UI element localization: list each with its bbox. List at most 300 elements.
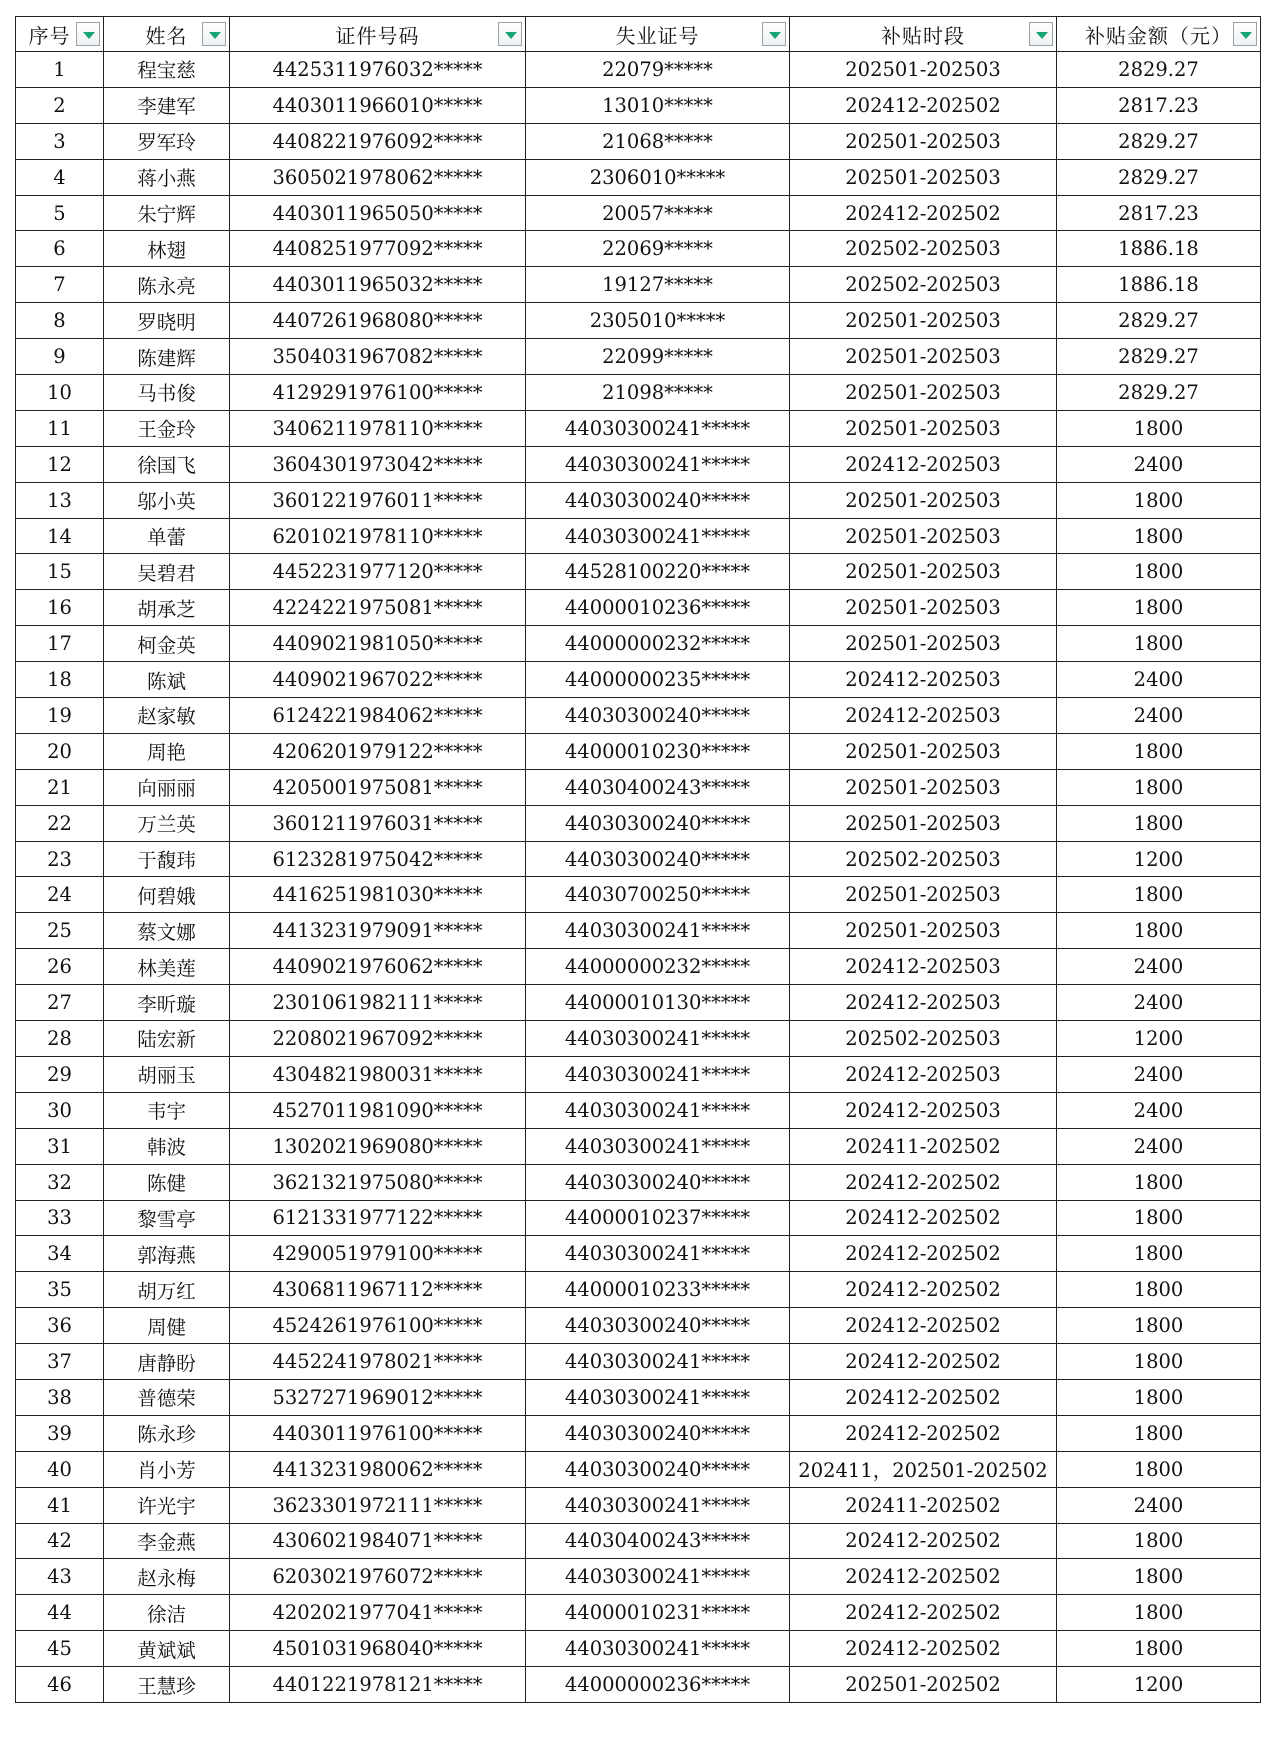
cell-name[interactable]: 李建军 (104, 87, 230, 123)
filter-dropdown-icon[interactable] (762, 22, 786, 46)
cell-period[interactable]: 202501-202503 (790, 913, 1057, 949)
cell-period[interactable]: 202502-202503 (790, 841, 1057, 877)
cell-name[interactable]: 柯金英 (104, 626, 230, 662)
cell-period[interactable]: 202412-202503 (790, 662, 1057, 698)
cell-id-number[interactable]: 3601211976031***** (230, 805, 526, 841)
cell-name[interactable]: 陈斌 (104, 662, 230, 698)
cell-period[interactable]: 202412-202502 (790, 195, 1057, 231)
cell-index[interactable]: 44 (16, 1595, 104, 1631)
cell-name[interactable]: 陆宏新 (104, 1021, 230, 1057)
cell-id-number[interactable]: 4304821980031***** (230, 1056, 526, 1092)
cell-unemployment-no[interactable]: 22079***** (526, 52, 790, 88)
cell-id-number[interactable]: 6123281975042***** (230, 841, 526, 877)
cell-unemployment-no[interactable]: 2305010***** (526, 303, 790, 339)
cell-index[interactable]: 26 (16, 949, 104, 985)
cell-index[interactable]: 25 (16, 913, 104, 949)
cell-name[interactable]: 朱宁辉 (104, 195, 230, 231)
filter-dropdown-icon[interactable] (202, 22, 226, 46)
cell-id-number[interactable]: 4401221978121***** (230, 1667, 526, 1703)
cell-index[interactable]: 3 (16, 123, 104, 159)
cell-unemployment-no[interactable]: 21068***** (526, 123, 790, 159)
cell-amount[interactable]: 1800 (1057, 554, 1261, 590)
cell-unemployment-no[interactable]: 20057***** (526, 195, 790, 231)
filter-dropdown-icon[interactable] (1029, 22, 1053, 46)
cell-amount[interactable]: 1800 (1057, 1415, 1261, 1451)
cell-period[interactable]: 202412-202502 (790, 1236, 1057, 1272)
cell-name[interactable]: 陈永亮 (104, 267, 230, 303)
cell-index[interactable]: 15 (16, 554, 104, 590)
cell-period[interactable]: 202412-202502 (790, 87, 1057, 123)
cell-name[interactable]: 邬小英 (104, 482, 230, 518)
cell-unemployment-no[interactable]: 2306010***** (526, 159, 790, 195)
cell-index[interactable]: 46 (16, 1667, 104, 1703)
cell-period[interactable]: 202501-202503 (790, 52, 1057, 88)
table-row (16, 231, 1261, 267)
table-row (16, 733, 1261, 769)
column-header-index (16, 17, 104, 52)
cell-name[interactable]: 韦宇 (104, 1092, 230, 1128)
cell-id-number[interactable]: 6121331977122***** (230, 1200, 526, 1236)
cell-name[interactable]: 王慧珍 (104, 1667, 230, 1703)
cell-unemployment-no[interactable]: 44000000232***** (526, 626, 790, 662)
cell-name[interactable]: 罗晓明 (104, 303, 230, 339)
cell-amount[interactable]: 2400 (1057, 949, 1261, 985)
cell-name[interactable]: 郭海燕 (104, 1236, 230, 1272)
cell-name[interactable]: 林翅 (104, 231, 230, 267)
cell-period[interactable]: 202412-202502 (790, 1559, 1057, 1595)
cell-unemployment-no[interactable]: 44030300240***** (526, 698, 790, 734)
cell-name[interactable]: 向丽丽 (104, 769, 230, 805)
cell-name[interactable]: 徐洁 (104, 1595, 230, 1631)
cell-period[interactable]: 202411-202502 (790, 1487, 1057, 1523)
cell-id-number[interactable]: 4202021977041***** (230, 1595, 526, 1631)
cell-period[interactable]: 202412-202503 (790, 985, 1057, 1021)
cell-id-number[interactable]: 4452231977120***** (230, 554, 526, 590)
cell-name[interactable]: 胡丽玉 (104, 1056, 230, 1092)
cell-unemployment-no[interactable]: 44030400243***** (526, 769, 790, 805)
cell-id-number[interactable]: 4413231980062***** (230, 1451, 526, 1487)
cell-amount[interactable]: 1886.18 (1057, 231, 1261, 267)
cell-period[interactable]: 202412-202503 (790, 1056, 1057, 1092)
cell-id-number[interactable]: 4501031968040***** (230, 1631, 526, 1667)
table-row (16, 554, 1261, 590)
table-row (16, 805, 1261, 841)
cell-period[interactable]: 202502-202503 (790, 267, 1057, 303)
column-header-period (790, 17, 1057, 52)
cell-amount[interactable]: 2817.23 (1057, 195, 1261, 231)
cell-name[interactable]: 黄斌斌 (104, 1631, 230, 1667)
cell-amount[interactable]: 1800 (1057, 1236, 1261, 1272)
cell-name[interactable]: 蔡文娜 (104, 913, 230, 949)
cell-amount[interactable]: 2400 (1057, 1128, 1261, 1164)
cell-id-number[interactable]: 4527011981090***** (230, 1092, 526, 1128)
cell-unemployment-no[interactable]: 44030300241***** (526, 1487, 790, 1523)
cell-index[interactable]: 16 (16, 590, 104, 626)
cell-period[interactable]: 202501-202503 (790, 554, 1057, 590)
cell-period[interactable]: 202502-202503 (790, 1021, 1057, 1057)
cell-unemployment-no[interactable]: 13010***** (526, 87, 790, 123)
cell-period[interactable]: 202412-202503 (790, 446, 1057, 482)
cell-index[interactable]: 10 (16, 375, 104, 411)
cell-amount[interactable]: 1800 (1057, 1344, 1261, 1380)
cell-index[interactable]: 32 (16, 1164, 104, 1200)
cell-unemployment-no[interactable]: 44030300240***** (526, 841, 790, 877)
cell-amount[interactable]: 2817.23 (1057, 87, 1261, 123)
cell-index[interactable]: 6 (16, 231, 104, 267)
cell-id-number[interactable]: 4425311976032***** (230, 52, 526, 88)
cell-index[interactable]: 18 (16, 662, 104, 698)
cell-amount[interactable]: 1800 (1057, 518, 1261, 554)
cell-index[interactable]: 27 (16, 985, 104, 1021)
cell-name[interactable]: 李金燕 (104, 1523, 230, 1559)
cell-index[interactable]: 24 (16, 877, 104, 913)
cell-name[interactable]: 蒋小燕 (104, 159, 230, 195)
cell-amount[interactable]: 1800 (1057, 1523, 1261, 1559)
cell-unemployment-no[interactable]: 21098***** (526, 375, 790, 411)
cell-id-number[interactable]: 3406211978110***** (230, 410, 526, 446)
cell-amount[interactable]: 1800 (1057, 877, 1261, 913)
cell-period[interactable]: 202501-202503 (790, 805, 1057, 841)
cell-amount[interactable]: 1800 (1057, 913, 1261, 949)
cell-amount[interactable]: 2829.27 (1057, 375, 1261, 411)
cell-period[interactable]: 202501-202503 (790, 733, 1057, 769)
cell-period[interactable]: 202501-202503 (790, 303, 1057, 339)
cell-index[interactable]: 36 (16, 1308, 104, 1344)
cell-amount[interactable]: 1200 (1057, 1021, 1261, 1057)
cell-index[interactable]: 37 (16, 1344, 104, 1380)
cell-period[interactable]: 202412-202503 (790, 949, 1057, 985)
cell-unemployment-no[interactable]: 44030300241***** (526, 1559, 790, 1595)
cell-index[interactable]: 13 (16, 482, 104, 518)
cell-index[interactable]: 40 (16, 1451, 104, 1487)
cell-name[interactable]: 马书俊 (104, 375, 230, 411)
cell-amount[interactable]: 1800 (1057, 1272, 1261, 1308)
cell-amount[interactable]: 2400 (1057, 1056, 1261, 1092)
cell-period[interactable]: 202501-202503 (790, 339, 1057, 375)
cell-index[interactable]: 39 (16, 1415, 104, 1451)
cell-amount[interactable]: 1800 (1057, 805, 1261, 841)
cell-period[interactable]: 202412-202502 (790, 1200, 1057, 1236)
cell-unemployment-no[interactable]: 44030300241***** (526, 1379, 790, 1415)
cell-unemployment-no[interactable]: 22069***** (526, 231, 790, 267)
cell-index[interactable]: 22 (16, 805, 104, 841)
cell-unemployment-no[interactable]: 44030300241***** (526, 410, 790, 446)
cell-index[interactable]: 29 (16, 1056, 104, 1092)
cell-unemployment-no[interactable]: 44030300241***** (526, 1344, 790, 1380)
cell-unemployment-no[interactable]: 22099***** (526, 339, 790, 375)
cell-id-number[interactable]: 4407261968080***** (230, 303, 526, 339)
cell-index[interactable]: 23 (16, 841, 104, 877)
cell-period[interactable]: 202501-202503 (790, 518, 1057, 554)
cell-amount[interactable]: 1800 (1057, 1200, 1261, 1236)
cell-id-number[interactable]: 4413231979091***** (230, 913, 526, 949)
filter-dropdown-icon[interactable] (498, 22, 522, 46)
cell-name[interactable]: 单蕾 (104, 518, 230, 554)
cell-unemployment-no[interactable]: 44030300241***** (526, 1128, 790, 1164)
cell-period[interactable]: 202412-202502 (790, 1631, 1057, 1667)
cell-index[interactable]: 11 (16, 410, 104, 446)
table-row (16, 1236, 1261, 1272)
cell-index[interactable]: 28 (16, 1021, 104, 1057)
cell-name[interactable]: 胡承芝 (104, 590, 230, 626)
column-header-label: 序号 (28, 23, 71, 48)
cell-unemployment-no[interactable]: 44000010233***** (526, 1272, 790, 1308)
cell-id-number[interactable]: 3604301973042***** (230, 446, 526, 482)
cell-amount[interactable]: 2400 (1057, 446, 1261, 482)
table-row (16, 1308, 1261, 1344)
cell-amount[interactable]: 1800 (1057, 769, 1261, 805)
cell-period[interactable]: 202501-202503 (790, 626, 1057, 662)
cell-id-number[interactable]: 4416251981030***** (230, 877, 526, 913)
cell-name[interactable]: 王金玲 (104, 410, 230, 446)
cell-index[interactable]: 21 (16, 769, 104, 805)
cell-index[interactable]: 35 (16, 1272, 104, 1308)
cell-amount[interactable]: 2400 (1057, 662, 1261, 698)
cell-period[interactable]: 202412-202502 (790, 1523, 1057, 1559)
cell-period[interactable]: 202501-202503 (790, 769, 1057, 805)
cell-period[interactable]: 202501-202503 (790, 375, 1057, 411)
cell-unemployment-no[interactable]: 44030700250***** (526, 877, 790, 913)
cell-period[interactable]: 202412-202502 (790, 1595, 1057, 1631)
cell-unemployment-no[interactable]: 44000010230***** (526, 733, 790, 769)
cell-id-number[interactable]: 4403011966010***** (230, 87, 526, 123)
cell-index[interactable]: 31 (16, 1128, 104, 1164)
cell-unemployment-no[interactable]: 44030400243***** (526, 1523, 790, 1559)
cell-id-number[interactable]: 4403011965050***** (230, 195, 526, 231)
cell-period[interactable]: 202411，202501-202502 (790, 1451, 1057, 1487)
cell-name[interactable]: 徐国飞 (104, 446, 230, 482)
cell-name[interactable]: 陈永珍 (104, 1415, 230, 1451)
cell-name[interactable]: 林美莲 (104, 949, 230, 985)
cell-amount[interactable]: 2400 (1057, 1092, 1261, 1128)
cell-unemployment-no[interactable]: 44030300240***** (526, 1308, 790, 1344)
cell-index[interactable]: 38 (16, 1379, 104, 1415)
cell-id-number[interactable]: 4290051979100***** (230, 1236, 526, 1272)
cell-amount[interactable]: 1886.18 (1057, 267, 1261, 303)
cell-index[interactable]: 8 (16, 303, 104, 339)
cell-period[interactable]: 202411-202502 (790, 1128, 1057, 1164)
cell-amount[interactable]: 1800 (1057, 1559, 1261, 1595)
cell-id-number[interactable]: 2301061982111***** (230, 985, 526, 1021)
cell-index[interactable]: 4 (16, 159, 104, 195)
table-row (16, 482, 1261, 518)
cell-name[interactable]: 许光宇 (104, 1487, 230, 1523)
cell-unemployment-no[interactable]: 44030300240***** (526, 1164, 790, 1200)
cell-name[interactable]: 李昕璇 (104, 985, 230, 1021)
cell-index[interactable]: 1 (16, 52, 104, 88)
cell-amount[interactable]: 2829.27 (1057, 159, 1261, 195)
cell-unemployment-no[interactable]: 44030300241***** (526, 1631, 790, 1667)
cell-unemployment-no[interactable]: 44030300240***** (526, 1451, 790, 1487)
cell-amount[interactable]: 1800 (1057, 1308, 1261, 1344)
cell-period[interactable]: 202412-202502 (790, 1344, 1057, 1380)
cell-period[interactable]: 202412-202502 (790, 1415, 1057, 1451)
cell-name[interactable]: 肖小芳 (104, 1451, 230, 1487)
cell-id-number[interactable]: 2208021967092***** (230, 1021, 526, 1057)
cell-amount[interactable]: 2400 (1057, 698, 1261, 734)
cell-unemployment-no[interactable]: 44030300241***** (526, 518, 790, 554)
cell-amount[interactable]: 1800 (1057, 410, 1261, 446)
cell-name[interactable]: 唐静盼 (104, 1344, 230, 1380)
table-row (16, 1667, 1261, 1703)
cell-unemployment-no[interactable]: 44000010236***** (526, 590, 790, 626)
cell-name[interactable]: 陈建辉 (104, 339, 230, 375)
cell-id-number[interactable]: 3504031967082***** (230, 339, 526, 375)
cell-id-number[interactable]: 4129291976100***** (230, 375, 526, 411)
cell-id-number[interactable]: 6203021976072***** (230, 1559, 526, 1595)
cell-unemployment-no[interactable]: 44030300241***** (526, 446, 790, 482)
cell-index[interactable]: 34 (16, 1236, 104, 1272)
cell-unemployment-no[interactable]: 44000000236***** (526, 1667, 790, 1703)
cell-id-number[interactable]: 3605021978062***** (230, 159, 526, 195)
cell-unemployment-no[interactable]: 44030300241***** (526, 913, 790, 949)
cell-unemployment-no[interactable]: 44030300240***** (526, 482, 790, 518)
cell-unemployment-no[interactable]: 19127***** (526, 267, 790, 303)
cell-period[interactable]: 202501-202503 (790, 590, 1057, 626)
cell-period[interactable]: 202412-202502 (790, 1164, 1057, 1200)
cell-amount[interactable]: 2400 (1057, 985, 1261, 1021)
cell-id-number[interactable]: 4408221976092***** (230, 123, 526, 159)
cell-index[interactable]: 14 (16, 518, 104, 554)
cell-period[interactable]: 202412-202502 (790, 1379, 1057, 1415)
cell-id-number[interactable]: 1302021969080***** (230, 1128, 526, 1164)
cell-amount[interactable]: 2829.27 (1057, 52, 1261, 88)
cell-unemployment-no[interactable]: 44030300241***** (526, 1236, 790, 1272)
cell-unemployment-no[interactable]: 44030300240***** (526, 1415, 790, 1451)
table-row (16, 1559, 1261, 1595)
cell-name[interactable]: 何碧娥 (104, 877, 230, 913)
cell-id-number[interactable]: 4403011976100***** (230, 1415, 526, 1451)
cell-index[interactable]: 42 (16, 1523, 104, 1559)
cell-id-number[interactable]: 3621321975080***** (230, 1164, 526, 1200)
cell-amount[interactable]: 1800 (1057, 626, 1261, 662)
filter-dropdown-icon[interactable] (76, 22, 100, 46)
cell-amount[interactable]: 1800 (1057, 1451, 1261, 1487)
cell-name[interactable]: 周健 (104, 1308, 230, 1344)
cell-period[interactable]: 202501-202503 (790, 877, 1057, 913)
cell-amount[interactable]: 2829.27 (1057, 339, 1261, 375)
cell-unemployment-no[interactable]: 44000010231***** (526, 1595, 790, 1631)
cell-id-number[interactable]: 4409021976062***** (230, 949, 526, 985)
cell-unemployment-no[interactable]: 44030300241***** (526, 1092, 790, 1128)
cell-index[interactable]: 17 (16, 626, 104, 662)
cell-amount[interactable]: 1800 (1057, 482, 1261, 518)
cell-id-number[interactable]: 4452241978021***** (230, 1344, 526, 1380)
cell-id-number[interactable]: 6124221984062***** (230, 698, 526, 734)
cell-index[interactable]: 2 (16, 87, 104, 123)
cell-index[interactable]: 5 (16, 195, 104, 231)
cell-name[interactable]: 于馥玮 (104, 841, 230, 877)
cell-unemployment-no[interactable]: 44000010130***** (526, 985, 790, 1021)
cell-index[interactable]: 20 (16, 733, 104, 769)
cell-amount[interactable]: 2400 (1057, 1487, 1261, 1523)
cell-index[interactable]: 19 (16, 698, 104, 734)
cell-name[interactable]: 罗军玲 (104, 123, 230, 159)
cell-id-number[interactable]: 4409021967022***** (230, 662, 526, 698)
cell-id-number[interactable]: 4408251977092***** (230, 231, 526, 267)
cell-index[interactable]: 12 (16, 446, 104, 482)
cell-id-number[interactable]: 4409021981050***** (230, 626, 526, 662)
cell-unemployment-no[interactable]: 44030300240***** (526, 805, 790, 841)
cell-index[interactable]: 7 (16, 267, 104, 303)
cell-unemployment-no[interactable]: 44030300241***** (526, 1021, 790, 1057)
cell-period[interactable]: 202412-202502 (790, 1272, 1057, 1308)
cell-amount[interactable]: 2829.27 (1057, 123, 1261, 159)
cell-name[interactable]: 赵永梅 (104, 1559, 230, 1595)
filter-dropdown-icon[interactable] (1233, 22, 1257, 46)
cell-period[interactable]: 202501-202502 (790, 1667, 1057, 1703)
cell-amount[interactable]: 1800 (1057, 1164, 1261, 1200)
cell-period[interactable]: 202412-202502 (790, 1308, 1057, 1344)
header-row (16, 17, 1261, 52)
cell-id-number[interactable]: 5327271969012***** (230, 1379, 526, 1415)
cell-id-number[interactable]: 4306021984071***** (230, 1523, 526, 1559)
cell-period[interactable]: 202412-202503 (790, 698, 1057, 734)
cell-period[interactable]: 202501-202503 (790, 482, 1057, 518)
cell-index[interactable]: 33 (16, 1200, 104, 1236)
cell-name[interactable]: 万兰英 (104, 805, 230, 841)
cell-id-number[interactable]: 3623301972111***** (230, 1487, 526, 1523)
cell-unemployment-no[interactable]: 44000000232***** (526, 949, 790, 985)
cell-period[interactable]: 202501-202503 (790, 123, 1057, 159)
table-row (16, 123, 1261, 159)
cell-index[interactable]: 41 (16, 1487, 104, 1523)
cell-id-number[interactable]: 4524261976100***** (230, 1308, 526, 1344)
cell-index[interactable]: 30 (16, 1092, 104, 1128)
cell-id-number[interactable]: 4306811967112***** (230, 1272, 526, 1308)
cell-amount[interactable]: 1800 (1057, 733, 1261, 769)
cell-name[interactable]: 陈健 (104, 1164, 230, 1200)
cell-index[interactable]: 43 (16, 1559, 104, 1595)
cell-name[interactable]: 韩波 (104, 1128, 230, 1164)
cell-unemployment-no[interactable]: 44528100220***** (526, 554, 790, 590)
cell-amount[interactable]: 1800 (1057, 1595, 1261, 1631)
subsidy-table-sheet (15, 16, 1260, 1703)
cell-unemployment-no[interactable]: 44000010237***** (526, 1200, 790, 1236)
cell-period[interactable]: 202502-202503 (790, 231, 1057, 267)
cell-name[interactable]: 胡万红 (104, 1272, 230, 1308)
cell-id-number[interactable]: 3601221976011***** (230, 482, 526, 518)
cell-id-number[interactable]: 6201021978110***** (230, 518, 526, 554)
cell-name[interactable]: 普德荣 (104, 1379, 230, 1415)
cell-name[interactable]: 周艳 (104, 733, 230, 769)
cell-id-number[interactable]: 4206201979122***** (230, 733, 526, 769)
cell-period[interactable]: 202501-202503 (790, 159, 1057, 195)
cell-id-number[interactable]: 4205001975081***** (230, 769, 526, 805)
cell-period[interactable]: 202412-202503 (790, 1092, 1057, 1128)
cell-name[interactable]: 程宝慈 (104, 52, 230, 88)
cell-amount[interactable]: 1800 (1057, 1631, 1261, 1667)
cell-id-number[interactable]: 4224221975081***** (230, 590, 526, 626)
cell-index[interactable]: 45 (16, 1631, 104, 1667)
cell-amount[interactable]: 1200 (1057, 1667, 1261, 1703)
cell-id-number[interactable]: 4403011965032***** (230, 267, 526, 303)
cell-period[interactable]: 202501-202503 (790, 410, 1057, 446)
cell-amount[interactable]: 1800 (1057, 1379, 1261, 1415)
cell-index[interactable]: 9 (16, 339, 104, 375)
cell-name[interactable]: 赵家敏 (104, 698, 230, 734)
table-row (16, 949, 1261, 985)
cell-amount[interactable]: 2829.27 (1057, 303, 1261, 339)
cell-unemployment-no[interactable]: 44000000235***** (526, 662, 790, 698)
cell-unemployment-no[interactable]: 44030300241***** (526, 1056, 790, 1092)
table-row (16, 662, 1261, 698)
cell-name[interactable]: 黎雪亭 (104, 1200, 230, 1236)
cell-amount[interactable]: 1800 (1057, 590, 1261, 626)
cell-name[interactable]: 吴碧君 (104, 554, 230, 590)
cell-amount[interactable]: 1200 (1057, 841, 1261, 877)
table-row (16, 1379, 1261, 1415)
